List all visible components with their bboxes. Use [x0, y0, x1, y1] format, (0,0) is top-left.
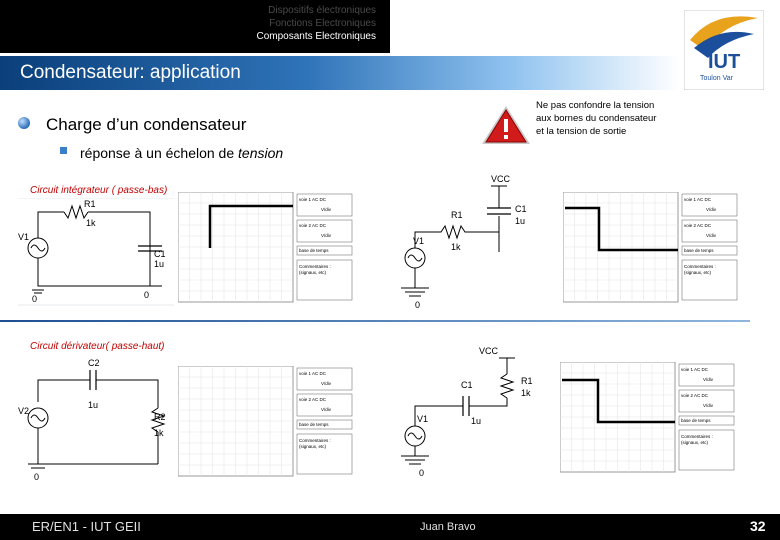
sub-heading-text: réponse à un échelon de [80, 145, 239, 161]
gnd-label: 0 [34, 472, 40, 482]
v2-label: V2 [18, 406, 30, 416]
v1-label: V1 [18, 232, 30, 242]
slide-title-bar [0, 56, 680, 90]
warning-note-line: et la tension de sortie [536, 126, 627, 137]
iut-logo [684, 10, 764, 90]
timebase-label: base de temps [299, 422, 329, 427]
integrator-vcc-circuit [395, 172, 535, 310]
r2-value: 1k [154, 428, 164, 438]
timebase-label: base de temps [684, 248, 714, 253]
ch1-label: voie 1 AC DC [299, 197, 327, 202]
footer-author: Juan Bravo [420, 521, 476, 533]
integrator-vcc-scope [563, 192, 739, 304]
ch1-vdiv: V/div [321, 381, 332, 386]
c2-value: 1u [88, 400, 99, 410]
footer-course: ER/EN1 - IUT GEII [32, 519, 141, 534]
ch1-vdiv: V/div [706, 207, 717, 212]
breadcrumb [256, 4, 376, 43]
comment-label: Commentaires : [684, 264, 716, 269]
warning-note-line: Ne pas confondre la tension [536, 100, 655, 111]
ch2-label: voie 2 AC DC [299, 223, 327, 228]
ch2-label: voie 2 AC DC [681, 393, 709, 398]
divider [0, 320, 750, 322]
logo-text: IUT [708, 51, 741, 73]
ch1-vdiv: V/div [703, 377, 714, 382]
ch2-vdiv: V/div [321, 407, 332, 412]
footer [0, 514, 780, 540]
breadcrumb-item[interactable]: Fonctions Electroniques [269, 18, 376, 29]
c1-label: C1 [154, 249, 166, 259]
gnd-label: 0 [144, 290, 150, 300]
comment-label: Commentaires : [299, 264, 331, 269]
r1-value: 1k [86, 218, 96, 228]
comment-label: Commentaires : [299, 438, 331, 443]
breadcrumb-current[interactable]: Composants Electroniques [256, 31, 376, 42]
r1-label: R1 [451, 210, 463, 220]
ch2-label: voie 2 AC DC [299, 397, 327, 402]
c1-value: 1u [471, 416, 482, 426]
vcc-label: VCC [479, 346, 499, 356]
differentiator-label: Circuit dérivateur( passe-haut) [30, 341, 165, 352]
vcc-label: VCC [491, 174, 511, 184]
warning-note-line: aux bornes du condensateur [536, 113, 657, 124]
ch1-label: voie 1 AC DC [681, 367, 709, 372]
comment-sub: (signaux, etc) [299, 270, 327, 275]
c1-value: 1u [515, 216, 526, 226]
top-bar-dark [0, 0, 390, 53]
sub-heading-italic: tension [238, 145, 284, 161]
c1-value: 1u [154, 259, 165, 269]
gnd-label: 0 [32, 294, 38, 304]
ch2-label: voie 2 AC DC [684, 223, 712, 228]
comment-sub: (signaux, etc) [684, 270, 712, 275]
breadcrumb-item[interactable]: Dispositifs électroniques [268, 5, 376, 16]
r1-label: R1 [521, 376, 533, 386]
v1-label: V1 [413, 236, 425, 246]
gnd-label: 0 [419, 468, 425, 478]
gnd-label: 0 [415, 300, 421, 310]
r2-label: R2 [154, 412, 166, 422]
r1-value: 1k [521, 388, 531, 398]
comment-label: Commentaires : [681, 434, 713, 439]
comment-sub: (signaux, etc) [299, 444, 327, 449]
r1-label: R1 [84, 199, 96, 209]
top-bar [0, 0, 780, 56]
ch1-label: voie 1 AC DC [299, 371, 327, 376]
ch2-vdiv: V/div [703, 403, 714, 408]
timebase-label: base de temps [681, 418, 711, 423]
differentiator-series-circuit [18, 356, 174, 486]
timebase-label: base de temps [299, 248, 329, 253]
differentiator-scope [178, 366, 354, 478]
c1-label: C1 [515, 204, 527, 214]
differentiator-vcc-circuit [395, 344, 545, 480]
warning-icon [480, 104, 532, 146]
v1-label: V1 [417, 414, 429, 424]
c1-label: C1 [461, 380, 473, 390]
section-heading: Charge d’un condensateur [46, 115, 247, 134]
integrator-series-circuit [18, 198, 174, 306]
square-bullet-icon [60, 147, 67, 154]
page-number: 32 [750, 518, 766, 534]
ch2-vdiv: V/div [706, 233, 717, 238]
ch1-vdiv: V/div [321, 207, 332, 212]
integrator-label: Circuit intégrateur ( passe-bas) [30, 185, 168, 196]
sub-heading [80, 145, 283, 161]
differentiator-vcc-scope [560, 362, 736, 474]
integrator-scope [178, 192, 354, 304]
slide-title: Condensateur: application [20, 62, 241, 83]
ch2-vdiv: V/div [321, 233, 332, 238]
bullet-icon [18, 117, 30, 129]
r1-value: 1k [451, 242, 461, 252]
logo-subtext: Toulon Var [700, 75, 733, 82]
comment-sub: (signaux, etc) [681, 440, 709, 445]
ch1-label: voie 1 AC DC [684, 197, 712, 202]
warning-note [536, 99, 656, 138]
c2-label: C2 [88, 358, 100, 368]
